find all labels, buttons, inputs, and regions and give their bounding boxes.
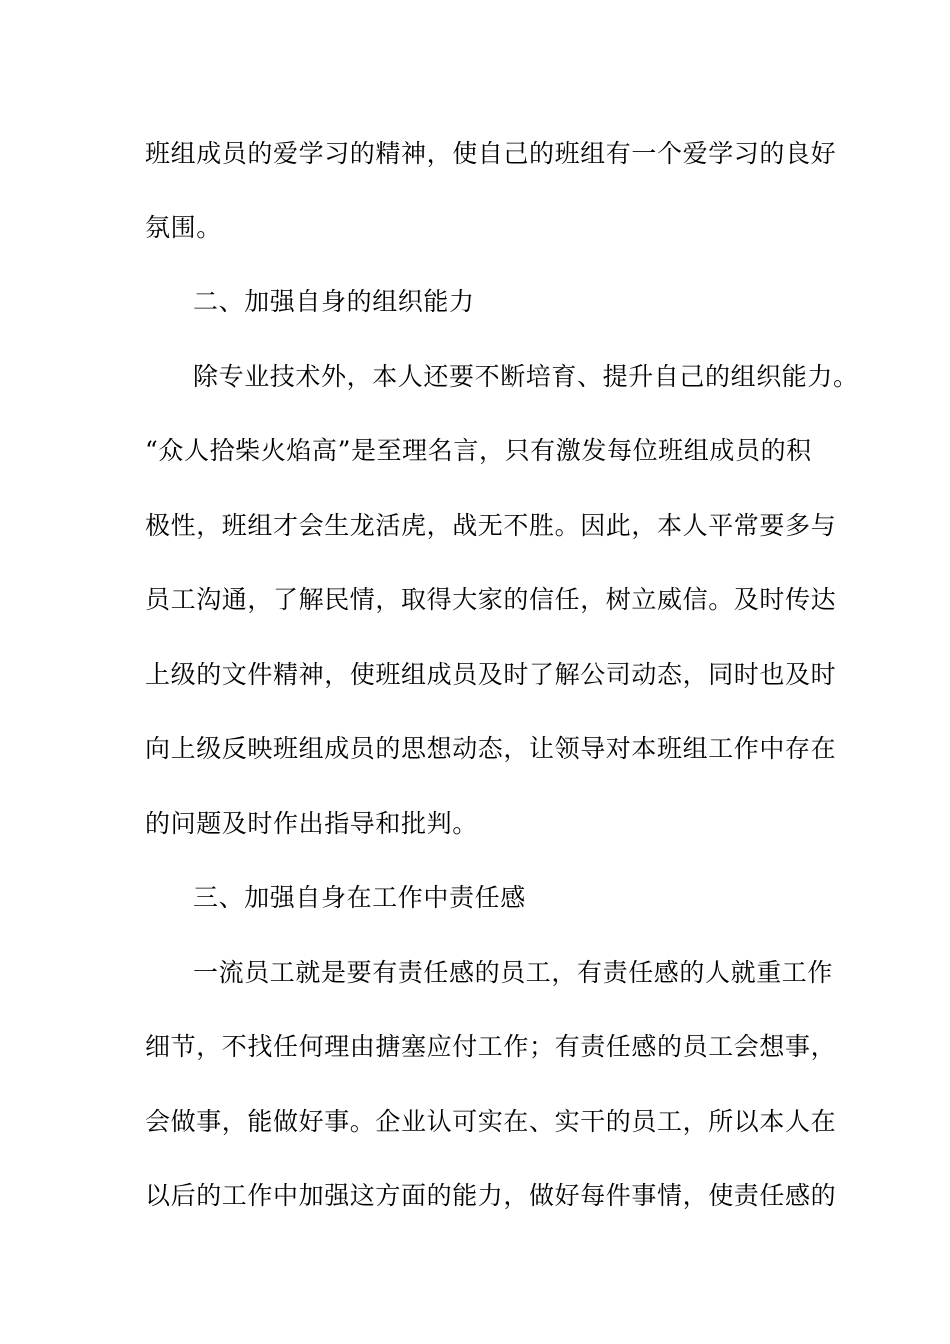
paragraph-line: 向上级反映班组成员的思想动态，让领导对本班组工作中存在: [145, 734, 837, 763]
paragraph-line: 以后的工作中加强这方面的能力，做好每件事情，使责任感的: [145, 1181, 837, 1210]
paragraph-line: 班组成员的爱学习的精神，使自己的班组有一个爱学习的良好: [145, 139, 837, 168]
paragraph-line: 细节，不找任何理由搪塞应付工作；有责任感的员工会想事，: [145, 1032, 837, 1061]
paragraph-line: 氛围。: [145, 213, 222, 242]
section-heading: 二、加强自身的组织能力: [193, 287, 475, 316]
paragraph-line: 员工沟通，了解民情，取得大家的信任，树立威信。及时传达: [145, 585, 837, 614]
paragraph-line: 除专业技术外，本人还要不断培育、提升自己的组织能力。: [193, 362, 859, 391]
paragraph-line: “众人拾柴火焰高”是至理名言，只有激发每位班组成员的积: [145, 436, 812, 465]
paragraph-line: 会做事，能做好事。企业认可实在、实干的员工，所以本人在: [145, 1107, 837, 1136]
paragraph-line: 极性，班组才会生龙活虎，战无不胜。因此，本人平常要多与: [145, 511, 837, 540]
paragraph-line: 上级的文件精神，使班组成员及时了解公司动态，同时也及时: [145, 660, 837, 689]
paragraph-line: 一流员工就是要有责任感的员工，有责任感的人就重工作: [193, 958, 834, 987]
section-heading: 三、加强自身在工作中责任感: [193, 883, 526, 912]
paragraph-line: 的问题及时作出指导和批判。: [145, 809, 478, 838]
